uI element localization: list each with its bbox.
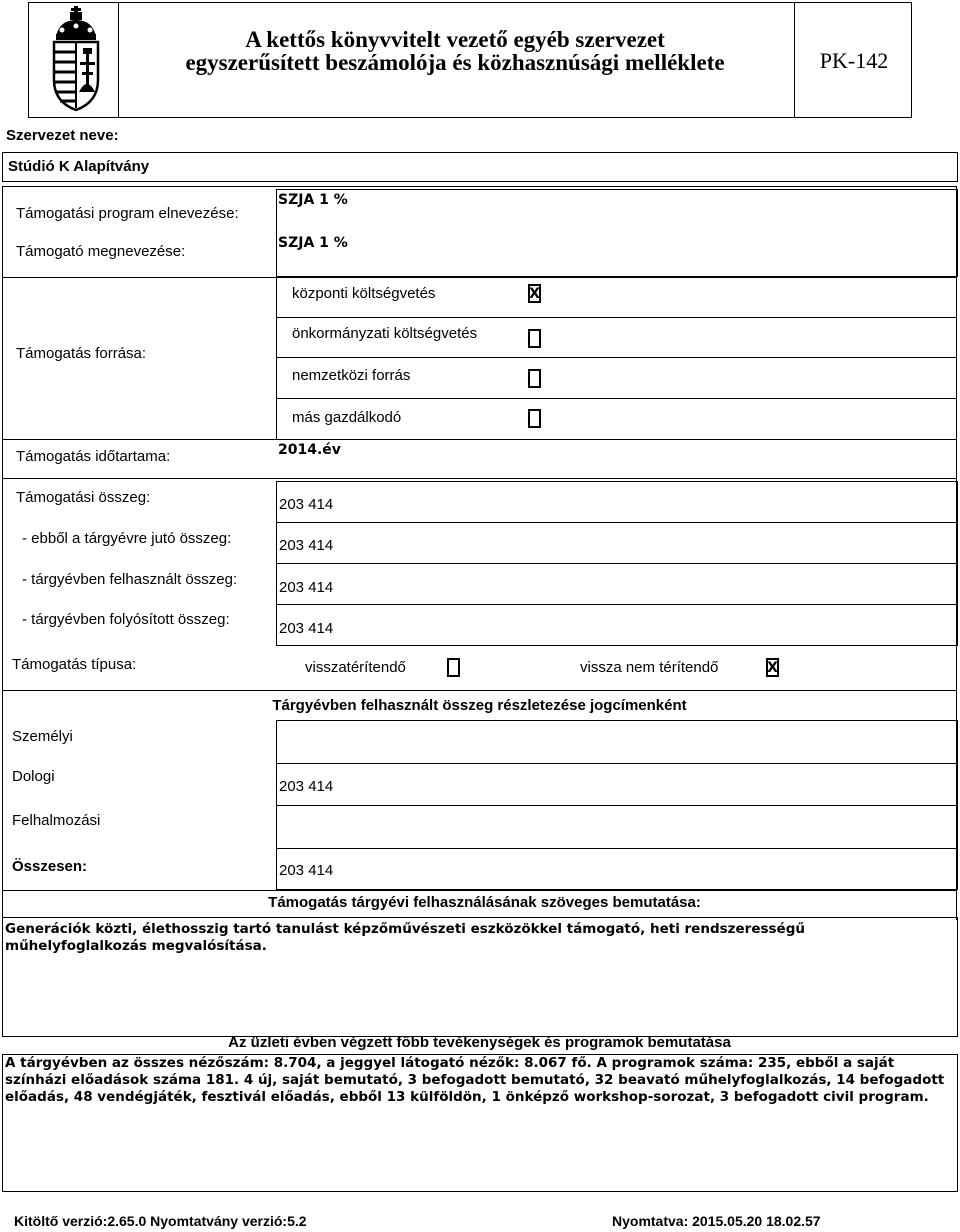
program-value-box — [276, 189, 958, 277]
material-label: Dologi — [12, 768, 55, 785]
total-amount-label: Támogatási összeg: — [16, 489, 151, 506]
row-divider — [276, 357, 957, 358]
refundable-checkbox[interactable] — [447, 658, 460, 677]
non-refundable-label: vissza nem térítendő — [580, 659, 719, 676]
row-divider — [2, 478, 957, 479]
source-option-label: más gazdálkodó — [292, 409, 402, 426]
personal-label: Személyi — [12, 728, 73, 745]
program-name-label: Támogatási program elnevezése: — [16, 205, 239, 222]
row-divider — [2, 439, 957, 440]
row-divider — [276, 317, 957, 318]
capital-label: Felhalmozási — [12, 812, 101, 829]
row-divider — [276, 563, 957, 564]
source-international-checkbox[interactable] — [528, 369, 541, 388]
form-title-line-1: A kettős könyvvitelt vezető egyéb szervezet — [245, 27, 665, 52]
source-other-business-checkbox[interactable] — [528, 409, 541, 428]
row-divider — [2, 890, 957, 891]
non-refundable-checkbox[interactable]: X — [767, 659, 778, 676]
source-municipal-checkbox[interactable] — [528, 329, 541, 348]
breakdown-heading: Tárgyévben felhasznált összeg részletezése jogcímenként — [272, 697, 687, 714]
activities-heading: Az üzleti évben végzett főbb tevékenységek és programok bemutatása — [228, 1034, 731, 1051]
form-code: PK-142 — [819, 48, 889, 73]
usage-heading: Támogatás tárgyévi felhasználásának szöveges bemutatása: — [268, 894, 701, 911]
material-value: 203 414 — [279, 778, 334, 795]
paid-amount-label: - tárgyévben folyósított összeg: — [22, 611, 230, 628]
row-divider — [276, 805, 957, 806]
duration-label: Támogatás időtartama: — [16, 448, 171, 465]
used-amount-label: - tárgyévben felhasznált összeg: — [22, 571, 238, 588]
program-name-value: SZJA 1 % — [278, 192, 348, 208]
year-amount-value: 203 414 — [279, 537, 334, 554]
source-central-checkbox[interactable]: X — [529, 285, 540, 302]
row-divider — [276, 604, 957, 605]
total-amount-value: 203 414 — [279, 496, 334, 513]
form-title-line-2: egyszerűsített beszámolója és közhasznúsági melléklete — [185, 50, 725, 75]
row-divider — [276, 848, 957, 849]
row-divider — [276, 522, 957, 523]
supporter-label: Támogató megnevezése: — [16, 243, 186, 260]
paid-amount-value: 203 414 — [279, 620, 334, 637]
usage-text: Generációk közti, élethosszig tartó tanulást képzőművészeti eszközökkel támogató, heti rendszerességű műhelyfoglalkozás megvalósítása. — [5, 921, 805, 954]
used-amount-value: 203 414 — [279, 579, 334, 596]
source-column-divider — [276, 277, 277, 439]
org-name-value: Stúdió K Alapítvány — [8, 158, 150, 175]
grid-left-border — [2, 186, 3, 920]
breakdown-total-value: 203 414 — [279, 862, 334, 879]
supporter-value: SZJA 1 % — [278, 235, 348, 251]
duration-value: 2014.év — [278, 442, 341, 458]
footer-version: Kitöltő verzió:2.65.0 Nyomtatvány verzió:5.2 — [14, 1213, 307, 1229]
activities-text: A tárgyévben az összes nézőszám: 8.704, a jeggyel látogató nézők: 8.067 fő. A programok száma: 235, ebből a saját színházi előadások száma 181. 4 új, saját bemutató, 3 befogadott bemutató, 32 beavató műhelyfoglalkozás, 14 befogadott előadás, 48 vendégjáték, fesztivál előadás, ebből 13 külföldön, 1 önképző workshop-sorozat, 3 befogadott civil program. — [5, 1055, 945, 1105]
breakdown-total-label: Összesen: — [12, 858, 88, 875]
footer-printed: Nyomtatva: 2015.05.20 18.02.57 — [612, 1213, 821, 1229]
header-divider — [118, 2, 119, 118]
source-label: Támogatás forrása: — [16, 345, 147, 362]
row-divider — [276, 763, 957, 764]
hungarian-coat-of-arms-icon — [50, 6, 102, 112]
org-name-label: Szervezet neve: — [6, 127, 119, 144]
row-divider — [2, 277, 957, 278]
support-type-label: Támogatás típusa: — [12, 656, 137, 673]
source-option-label: központi költségvetés — [292, 285, 436, 302]
year-amount-label: - ebből a tárgyévre jutó összeg: — [22, 530, 232, 547]
source-option-label: önkormányzati költségvetés — [292, 325, 478, 342]
source-option-label: nemzetközi forrás — [292, 367, 411, 384]
row-divider — [2, 690, 957, 691]
row-divider — [276, 398, 957, 399]
refundable-label: visszatérítendő — [305, 659, 406, 676]
grid-top-border — [2, 186, 957, 187]
header-divider — [794, 2, 795, 118]
